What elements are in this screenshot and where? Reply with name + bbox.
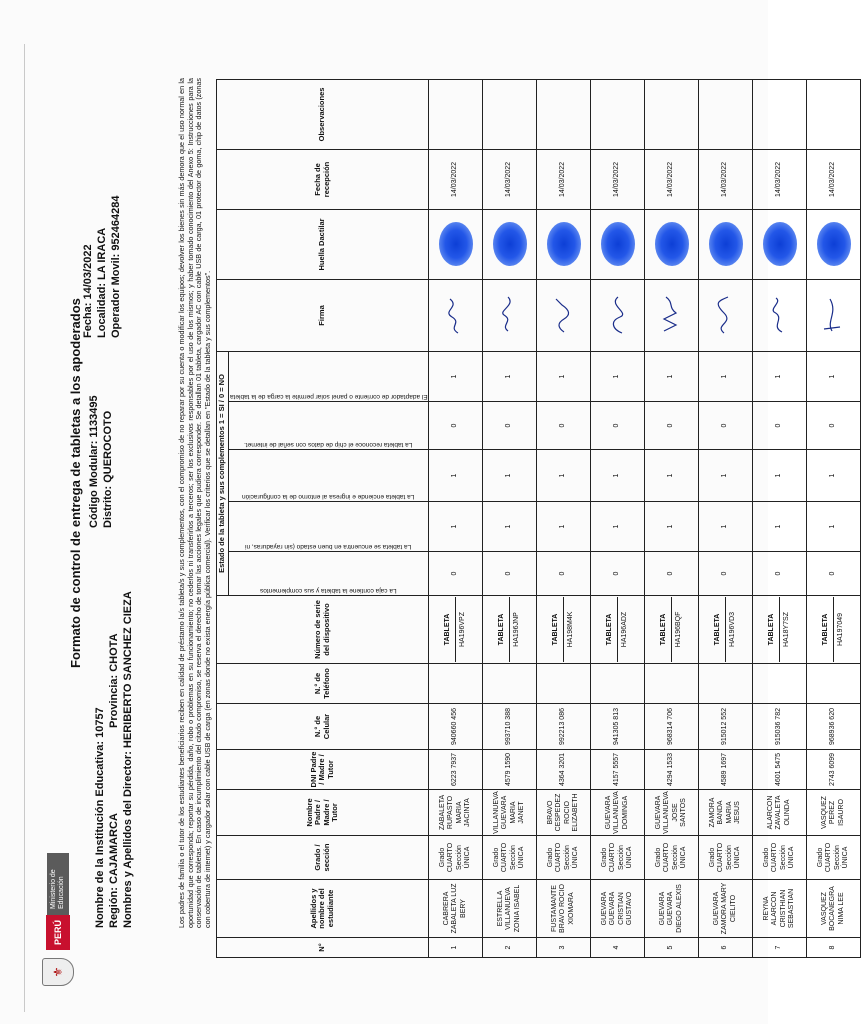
device-serial [645, 596, 699, 664]
col-grade: Grado / sección [217, 836, 429, 880]
section-label: Sección [779, 845, 787, 870]
table-row [753, 79, 807, 957]
state-adapter: 1 [807, 351, 861, 401]
grade-label: Grado [600, 847, 608, 868]
device-label: TABLETA [822, 597, 835, 662]
col-num: N° [217, 938, 429, 958]
parent-dni: 4294 1533 [645, 750, 699, 790]
parent-dni: 4589 1697 [699, 750, 753, 790]
device-label: TABLETA [714, 597, 727, 662]
coat-of-arms-icon: ⚜ [42, 958, 74, 986]
observations [591, 79, 645, 149]
section-label: Sección [509, 845, 517, 870]
state-box: 0 [591, 552, 645, 596]
reception-date: 14/03/2022 [645, 149, 699, 209]
device-label: TABLETA [498, 597, 511, 662]
col-state-group: Estado de la tableta y sus complementos 1 = SI / 0 = NO [217, 351, 229, 595]
peru-logo-text: PERÚ [46, 915, 70, 950]
state-adapter: 1 [483, 351, 537, 401]
signature [483, 279, 537, 351]
state-powers: 1 [483, 450, 537, 502]
fingerprint-icon [709, 222, 743, 266]
student-name: VASQUEZ BOCANEGRA NIMA LEE [807, 880, 861, 938]
row-number: 6 [699, 938, 753, 958]
col-dni: DNI Padre / Madre / Tutor [217, 750, 429, 790]
parent-name: ALARCON ZAVALETA OLINDA [753, 790, 807, 836]
device-serial [537, 596, 591, 664]
section-value: ÚNICA [842, 846, 850, 869]
state-col-powers: La tableta enciende e ingresa al entorno de la configuración [228, 450, 429, 502]
fingerprint [483, 209, 537, 279]
state-col-condition: La tableta se encuentra en buen estado (sin rayaduras, ni [228, 502, 429, 552]
device-label: TABLETA [660, 597, 673, 662]
observations [483, 79, 537, 149]
reception-date: 14/03/2022 [807, 149, 861, 209]
device-label: TABLETA [768, 597, 781, 662]
grade-label: Grado [438, 847, 446, 868]
table-row [591, 79, 645, 957]
section-value: ÚNICA [680, 846, 688, 869]
signature-scribble-icon [768, 295, 788, 335]
table-row [645, 79, 699, 957]
section-value: ÚNICA [518, 846, 526, 869]
fingerprint-icon [817, 222, 851, 266]
locality: Localidad: LA IRACA [96, 227, 108, 338]
section-label: Sección [455, 845, 463, 870]
phone-number [807, 664, 861, 704]
signature [429, 279, 483, 351]
signature [699, 279, 753, 351]
fingerprint-icon [655, 222, 689, 266]
cell-number: 940660 456 [429, 704, 483, 750]
state-powers: 1 [429, 450, 483, 502]
section-label: Sección [563, 845, 571, 870]
parent-dni: 6223 7937 [429, 750, 483, 790]
grade-value: CUARTO [555, 842, 563, 873]
grade-value: CUARTO [501, 842, 509, 873]
delivery-table [216, 79, 861, 958]
section-value: ÚNICA [734, 846, 742, 869]
cell-number: 941305 813 [591, 704, 645, 750]
state-adapter: 1 [429, 351, 483, 401]
grade-section [699, 836, 753, 880]
grade-section [753, 836, 807, 880]
scan-edge-line [24, 44, 25, 1012]
state-chip: 0 [753, 402, 807, 450]
state-adapter: 1 [753, 351, 807, 401]
observations [537, 79, 591, 149]
device-serial [483, 596, 537, 664]
grade-section [591, 836, 645, 880]
parent-dni: 4157 5557 [591, 750, 645, 790]
signature [807, 279, 861, 351]
row-number: 7 [753, 938, 807, 958]
col-reception-date: Fecha de recepción [217, 149, 429, 209]
cell-number: 968936 620 [807, 704, 861, 750]
grade-value: CUARTO [609, 842, 617, 873]
table-row [807, 79, 861, 957]
instructions-paragraph: Los padres de familia o el tutor de los estudiantes beneficiarios reciben en calidad de préstamo la/s tableta/s y sus complementos, con el compromiso de no reparar por su cuenta o modificar los equipos; devolver los bienes sin más demora que el uso normal en la oportunidad que corresponda; reportar su pérdida, daño, robo o problemas en su funcionamiento; no cederlos ni transferirlos a terceros; ser los exclusivos responsables por el uso de los mismos; y haber tomado conocimiento del Anexo 5: Instrucciones para la conservación de tabletas. En caso de incumplimiento del citado compromiso, se reserva el derecho de tomar las acciones legales que pudiera corresponder. Se detallan 01 tableta, cargador AC con cable USB de carga, 01 protector de goma, chip de datos (zonas con cobertura de internet) y cargador solar con cable USB de carga (en zonas donde no exista energía pública comercial). Verificar los criterios que se detallan en "Estado de la tableta y sus complementos". [177, 78, 212, 928]
phone-number [753, 664, 807, 704]
parent-name: ZAMORA BANDA MARIA JESUS [699, 790, 753, 836]
grade-value: CUARTO [663, 842, 671, 873]
form-title: Formato de control de entrega de tabletas a los apoderados [68, 298, 83, 668]
state-condition: 1 [699, 502, 753, 552]
state-condition: 1 [753, 502, 807, 552]
signature-scribble-icon [552, 295, 572, 335]
state-condition: 1 [429, 502, 483, 552]
parent-dni: 4579 1590 [483, 750, 537, 790]
fingerprint [429, 209, 483, 279]
state-chip: 0 [645, 402, 699, 450]
cell-number: 915036 782 [753, 704, 807, 750]
device-label: TABLETA [606, 597, 619, 662]
parent-name: GUEVARA VILLANUEVA JOSE SANTOS [645, 790, 699, 836]
rotated-document [28, 38, 850, 998]
cell-number: 992213 086 [537, 704, 591, 750]
grade-value: CUARTO [447, 842, 455, 873]
parent-name: BRAVO CESPEDEZ ROCIO ELIZABETH [537, 790, 591, 836]
row-number: 4 [591, 938, 645, 958]
signature [645, 279, 699, 351]
grade-value: CUARTO [717, 842, 725, 873]
parent-name: VILLANUEVA GUEVARA MARIA JANET [483, 790, 537, 836]
grade-label: Grado [546, 847, 554, 868]
phone-number [591, 664, 645, 704]
table-row [483, 79, 537, 957]
reception-date: 14/03/2022 [537, 149, 591, 209]
state-box: 0 [429, 552, 483, 596]
device-serial [699, 596, 753, 664]
state-chip: 0 [807, 402, 861, 450]
operator-phone: Operador Movil: 952464284 [110, 195, 122, 338]
reception-date: 14/03/2022 [699, 149, 753, 209]
fingerprint [699, 209, 753, 279]
reception-date: 14/03/2022 [429, 149, 483, 209]
section-label: Sección [725, 845, 733, 870]
fingerprint-icon [763, 222, 797, 266]
state-col-box: La caja contiene la tableta y sus complementos [228, 552, 429, 596]
observations [807, 79, 861, 149]
student-name: GUEVARA GUEVARA CRISTIAN GUSTAVO [591, 880, 645, 938]
grade-section [645, 836, 699, 880]
director-name: Nombres y Apellidos del Director: HERIBERTO SANCHEZ CIEZA [122, 591, 134, 928]
state-chip: 0 [699, 402, 753, 450]
phone-number [483, 664, 537, 704]
cell-number: 993710 388 [483, 704, 537, 750]
signature-scribble-icon [714, 295, 734, 335]
state-chip: 0 [537, 402, 591, 450]
section-label: Sección [617, 845, 625, 870]
state-condition: 1 [591, 502, 645, 552]
district: Distrito: QUEROCOTO [102, 410, 114, 528]
grade-section [483, 836, 537, 880]
signature-scribble-icon [498, 295, 518, 335]
signature [537, 279, 591, 351]
state-col-adapter: El adaptador de corriente o panel solar permite la carga de la tableta [228, 351, 429, 401]
fingerprint [645, 209, 699, 279]
row-number: 1 [429, 938, 483, 958]
state-powers: 1 [699, 450, 753, 502]
state-adapter: 1 [699, 351, 753, 401]
cell-number: 968314 706 [645, 704, 699, 750]
table-row [537, 79, 591, 957]
state-chip: 0 [483, 402, 537, 450]
student-name: GUEVARA GUEVARA DIEGO ALEXIS [645, 880, 699, 938]
fingerprint-icon [439, 222, 473, 266]
state-chip: 0 [591, 402, 645, 450]
fingerprint [537, 209, 591, 279]
signature-scribble-icon [444, 295, 464, 335]
student-name: REYNA ALARCON CRISTHIAN SEBASTIAN [753, 880, 807, 938]
reception-date: 14/03/2022 [753, 149, 807, 209]
fingerprint-icon [493, 222, 527, 266]
state-powers: 1 [537, 450, 591, 502]
state-box: 0 [537, 552, 591, 596]
col-observations: Observaciones [217, 79, 429, 149]
grade-label: Grado [492, 847, 500, 868]
serial-value: HA197049 [837, 612, 845, 647]
observations [699, 79, 753, 149]
parent-name: GUEVARA VILLANUEVA DOMINGA [591, 790, 645, 836]
parent-dni: 2743 6099 [807, 750, 861, 790]
serial-value: HA196ADZ [621, 611, 629, 648]
section-value: ÚNICA [464, 846, 472, 869]
row-number: 8 [807, 938, 861, 958]
state-box: 0 [699, 552, 753, 596]
row-number: 5 [645, 938, 699, 958]
state-box: 0 [483, 552, 537, 596]
grade-value: CUARTO [825, 842, 833, 873]
table-row [699, 79, 753, 957]
device-serial [429, 596, 483, 664]
student-name: FUSTAMANTE BRAVO ROCIO XIOMARA [537, 880, 591, 938]
fingerprint-icon [601, 222, 635, 266]
state-condition: 1 [645, 502, 699, 552]
device-label: TABLETA [552, 597, 565, 662]
state-powers: 1 [645, 450, 699, 502]
observations [753, 79, 807, 149]
parent-name: VASQUEZ PEREZ ISAURO [807, 790, 861, 836]
col-student: Apellidos y nombre del estudiante [217, 880, 429, 938]
phone-number [537, 664, 591, 704]
col-phone: N.° de Teléfono [217, 664, 429, 704]
reception-date: 14/03/2022 [483, 149, 537, 209]
table-row [429, 79, 483, 957]
signature-scribble-icon [606, 295, 626, 335]
serial-value: HA196JNP [513, 612, 521, 647]
observations [645, 79, 699, 149]
signature-scribble-icon [660, 295, 680, 335]
state-box: 0 [807, 552, 861, 596]
col-parent: Nombre Padre / Madre / Tutor [217, 790, 429, 836]
fingerprint [591, 209, 645, 279]
col-fingerprint: Huella Dactilar [217, 209, 429, 279]
serial-value: HA198M4K [567, 611, 575, 648]
row-number: 3 [537, 938, 591, 958]
fingerprint [807, 209, 861, 279]
section-label: Sección [833, 845, 841, 870]
institution-name: Nombre de la Institución Educativa: 10757 [94, 707, 106, 928]
parent-dni: 4601 5475 [753, 750, 807, 790]
parent-name: ZABALETA RUPASTO MARIA JACINTA [429, 790, 483, 836]
grade-section [537, 836, 591, 880]
signature-scribble-icon [822, 295, 842, 335]
state-chip: 0 [429, 402, 483, 450]
reception-date: 14/03/2022 [591, 149, 645, 209]
row-number: 2 [483, 938, 537, 958]
state-powers: 1 [807, 450, 861, 502]
state-powers: 1 [591, 450, 645, 502]
grade-section [429, 836, 483, 880]
fingerprint-icon [547, 222, 581, 266]
grade-label: Grado [762, 847, 770, 868]
section-label: Sección [671, 845, 679, 870]
state-powers: 1 [753, 450, 807, 502]
phone-number [699, 664, 753, 704]
table-body [429, 79, 861, 957]
grade-section [807, 836, 861, 880]
ministry-logo [42, 853, 74, 986]
device-serial [753, 596, 807, 664]
student-name: CABRERA ZABALETA LUZ BERY [429, 880, 483, 938]
state-col-chip: La tableta reconoce el chip de datos con señal de internet. [228, 402, 429, 450]
modular-code: Código Modular: 1133495 [88, 395, 100, 528]
state-box: 0 [753, 552, 807, 596]
state-adapter: 1 [645, 351, 699, 401]
serial-value: HA196BQF [675, 611, 683, 648]
state-condition: 1 [537, 502, 591, 552]
observations [429, 79, 483, 149]
state-box: 0 [645, 552, 699, 596]
ministry-logo-text: Ministerio de Educación [47, 853, 69, 915]
grade-label: Grado [708, 847, 716, 868]
state-adapter: 1 [537, 351, 591, 401]
phone-number [645, 664, 699, 704]
signature [753, 279, 807, 351]
section-value: ÚNICA [788, 846, 796, 869]
cell-number: 915012 552 [699, 704, 753, 750]
serial-value: HA18Y7SZ [783, 611, 791, 648]
date: Fecha: 14/03/2022 [82, 244, 94, 338]
parent-dni: 4364 3201 [537, 750, 591, 790]
serial-value: HA196VD3 [729, 611, 737, 648]
col-cell: N.° de Celular [217, 704, 429, 750]
phone-number [429, 664, 483, 704]
signature [591, 279, 645, 351]
state-condition: 1 [807, 502, 861, 552]
grade-value: CUARTO [771, 842, 779, 873]
state-adapter: 1 [591, 351, 645, 401]
region: Región: CAJAMARCA [108, 813, 120, 928]
serial-value: HA196VPZ [459, 611, 467, 648]
state-condition: 1 [483, 502, 537, 552]
grade-label: Grado [654, 847, 662, 868]
section-value: ÚNICA [626, 846, 634, 869]
student-name: GUEVARA ZAMORA MARY CIELITO [699, 880, 753, 938]
device-label: TABLETA [444, 597, 457, 662]
device-serial [807, 596, 861, 664]
device-serial [591, 596, 645, 664]
grade-label: Grado [816, 847, 824, 868]
col-signature: Firma [217, 279, 429, 351]
province: Provincia: CHOTA [108, 633, 120, 728]
section-value: ÚNICA [572, 846, 580, 869]
student-name: ESTRELLA VILLANUEVA ZONIA ISABEL [483, 880, 537, 938]
col-serial: Número de serie del dispositivo [217, 596, 429, 664]
fingerprint [753, 209, 807, 279]
